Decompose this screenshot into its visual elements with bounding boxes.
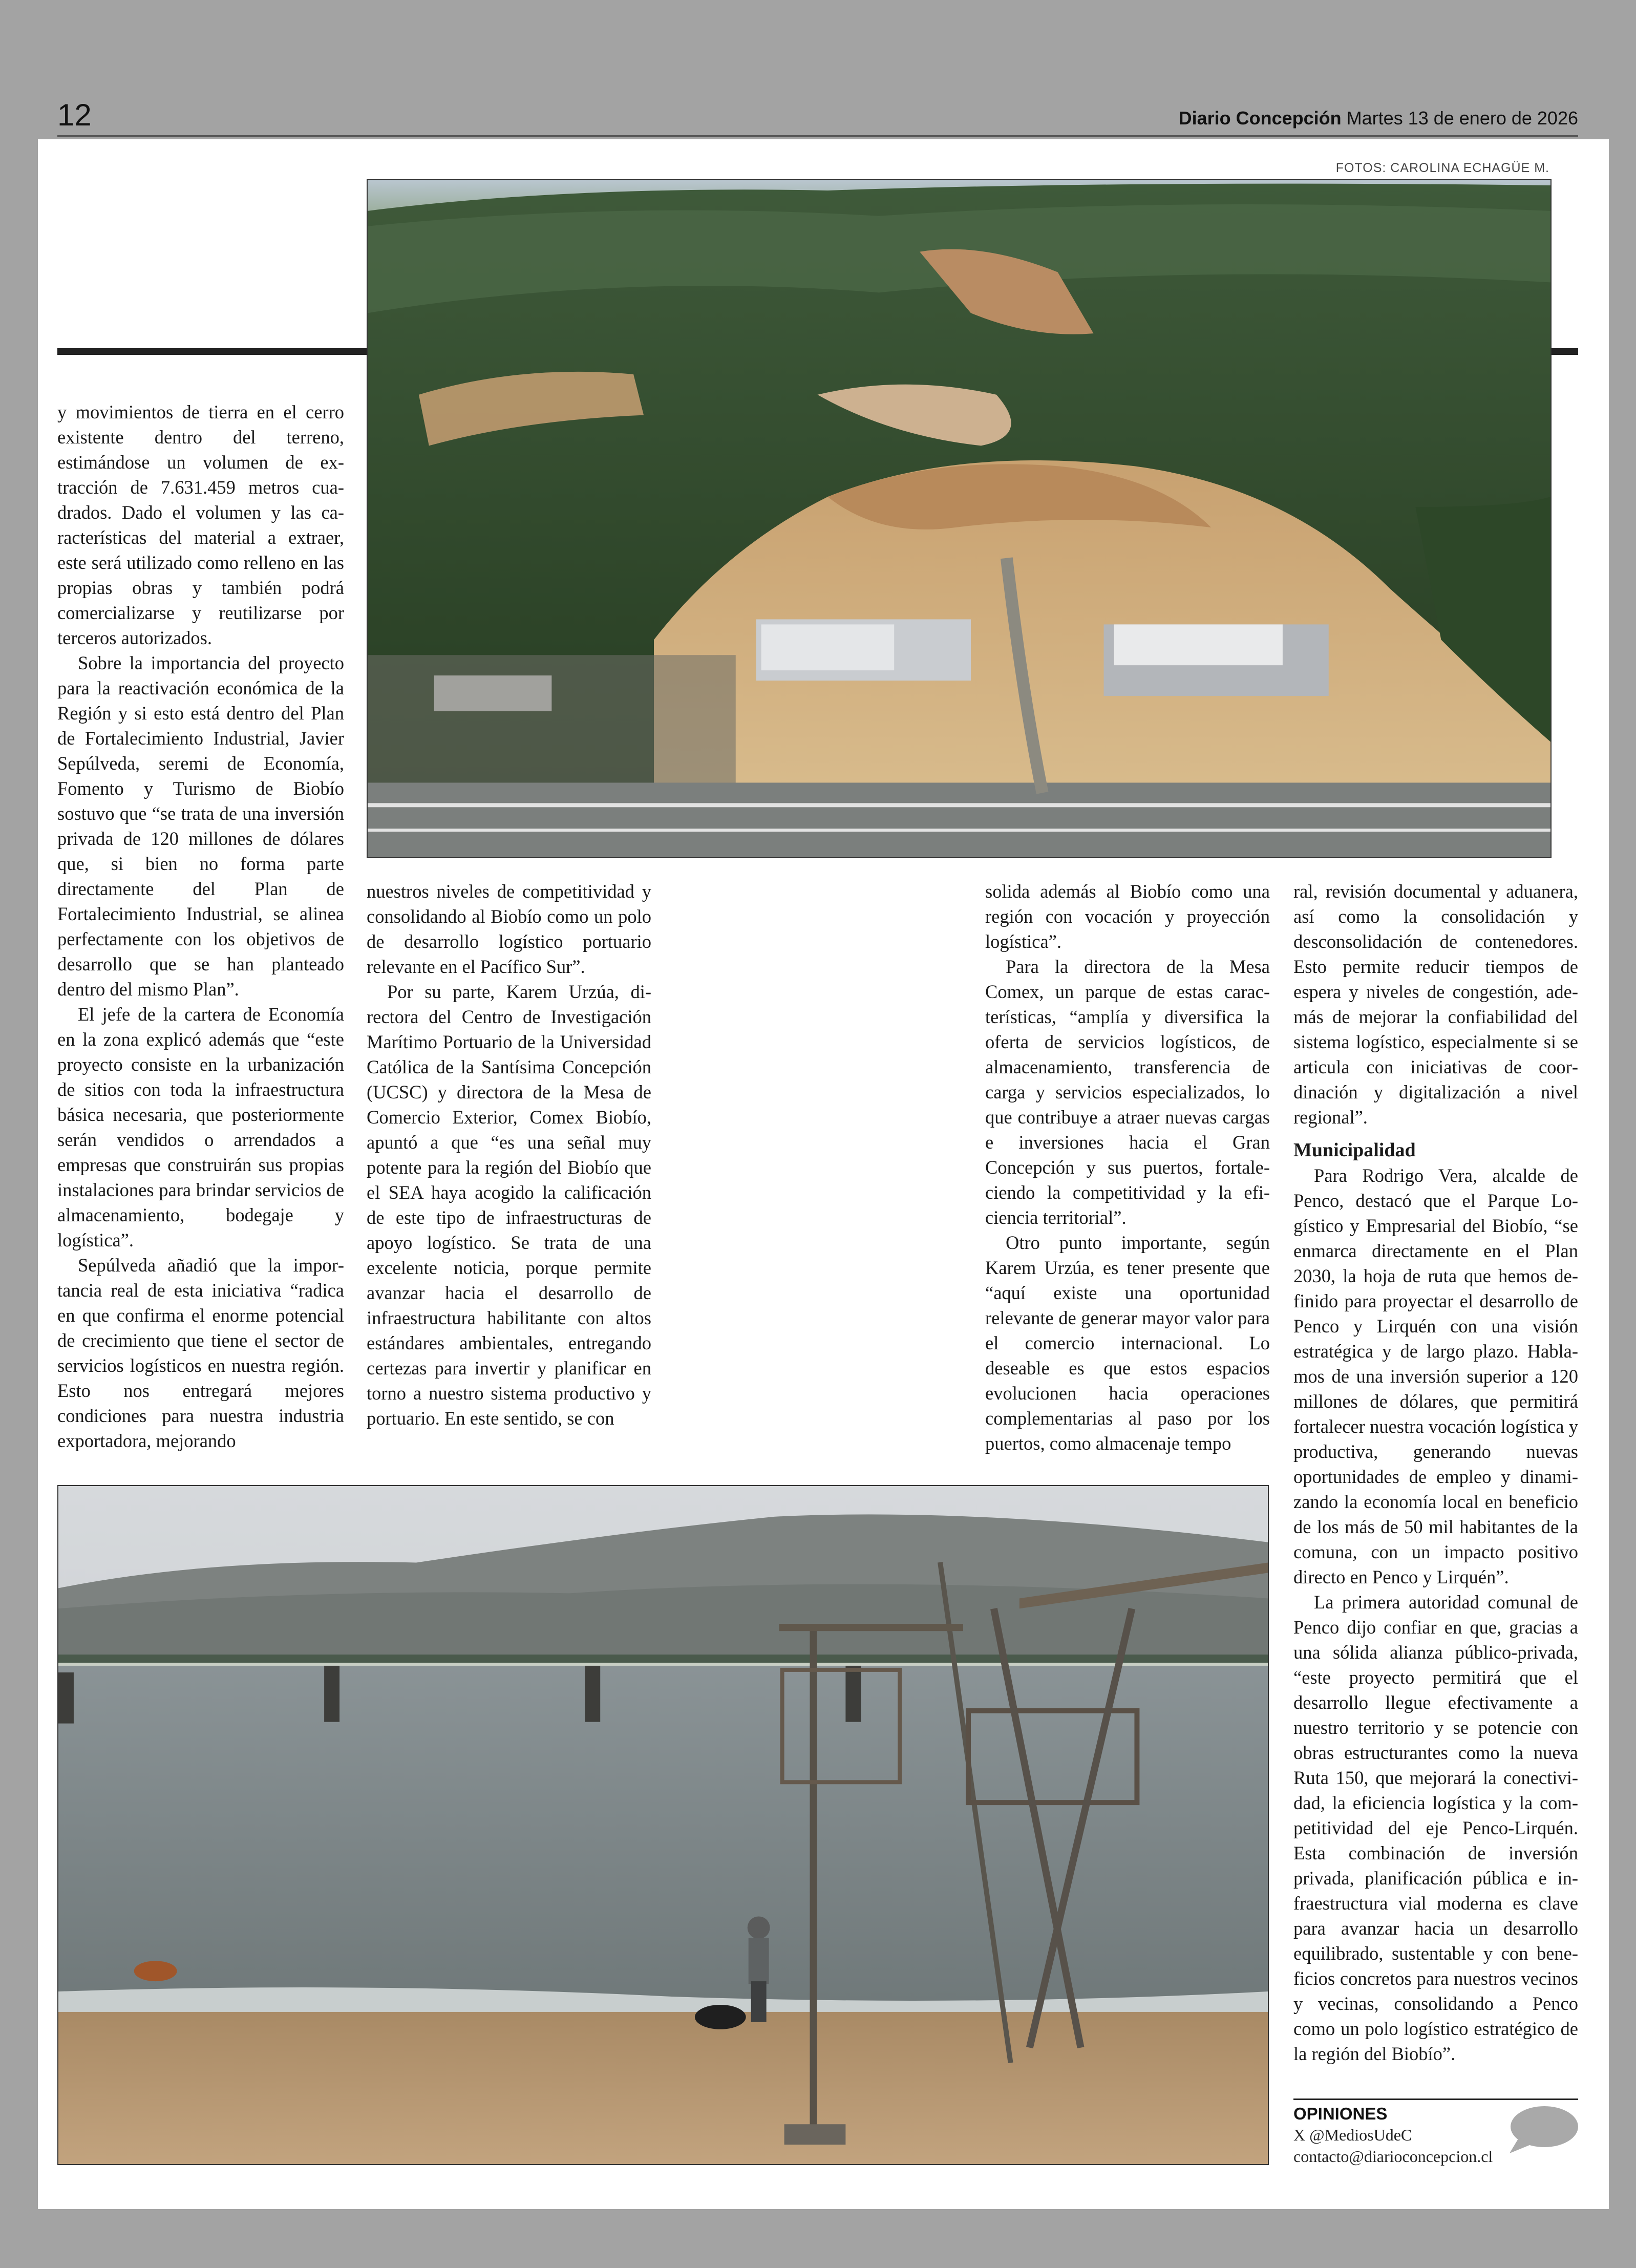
paragraph: Para la directora de la Mesa Comex, un parque de estas características, “amplía y diversifica la oferta de servicios logísticos, de almacenamiento, transferencia de carga y servicios especializados, lo que contribuye a atraer nuevas cargas e inversiones hacia el Gran Concepción y sus puertos, fortaleciendo la competitividad y la eficiencia territorial”. [985, 956, 1270, 1228]
social-handle: X @MediosUdeC [1293, 2126, 1412, 2144]
paragraph: Por su parte, Karem Urzúa, directora del Centro de Investigación Marítimo Portuario de la Universidad Católica de la Santísima Concepción (UCSC) y directora de la Mesa de Comercio Exterior, Comex Biobío, apuntó a que “es una señal muy potente para la región del Biobío que el SEA haya acogido la calificación de este tipo de infraestructuras de apoyo logístico. Se trata de una excelente noticia, porque permite avanzar hacia el desarrollo de infraestructura habilitante con altos estándares ambientales, entregando certezas para invertir y planificar en torno a nuestro sistema productivo y portuario. En este sentido, se con [367, 981, 651, 1429]
masthead [1179, 108, 1578, 129]
article-column-1 [57, 399, 344, 1454]
opinions-title: OPINIONES [1293, 2104, 1388, 2123]
section-rule-left [57, 348, 370, 355]
contact-email[interactable]: contacto@diarioconcepcion.cl [1293, 2147, 1493, 2166]
article-column-2 [367, 879, 651, 1454]
paragraph: Sepúlveda añadió que la importancia real de esta iniciativa “radica en que confirma el enorme potencial de crecimiento que tiene el sector de servicios logísticos en nuestra región. Esto nos entregará mejores condiciones para nuestra industria exportadora, mejorando [57, 1255, 344, 1451]
article-column-4 [1293, 879, 1578, 2087]
newspaper-name: Diario Concepción [1178, 108, 1342, 129]
paragraph: La primera autoridad comunal de Penco dijo confiar en que, gracias a una sólida alianza público-privada, “este proyecto permitirá que el desarrollo llegue efectivamente a nuestro territorio y se potencie con obras estructurantes como la nueva Ruta 150, que mejorará la conectividad, la eficiencia logística y la competitividad del eje Penco-Lirquén. Esta combinación de inversión privada, planificación pública e infraestructura vial moderna es clave para avanzar hacia un desarrollo equilibrado, sustentable y con beneficios concretos para nuestros vecinos y vecinas, consolidando a Penco como un polo logístico estratégico de la región del Biobío”. [1293, 1592, 1578, 2064]
paragraph: Sobre la importancia del proyecto para la reactivación económica de la Región y si esto está dentro del Plan de Fortalecimiento Industrial, Javier Sepúlveda, seremi de Economía, Fomento y Turismo de Biobío sostuvo que “se trata de una inversión privada de 120 millones de dólares que, si bien no forma parte directamente del Plan de Fortalecimiento Industrial, se alinea perfectamente con los objetivos de desarrollo que se han planteado dentro del mismo Plan”. [57, 652, 344, 1000]
beach-photo-drawing [58, 1486, 1268, 2164]
beach-pier-photo [57, 1485, 1269, 2165]
article-column-3 [985, 879, 1270, 1454]
paragraph: y movimientos de tierra en el cerro existente dentro del terreno, estimándose un volumen de extracción de 7.631.459 metros cuadrados. Dado el volumen y las características del material a extraer, este será utilizado como relleno en las propias obras y también podrá comercializarse y reutilizarse por terceros autorizados. [57, 401, 344, 648]
photo-credit: FOTOS: CAROLINA ECHAGÜE M. [1335, 161, 1549, 175]
speech-bubble-icon [1505, 2104, 1579, 2155]
aerial-construction-site-photo [367, 179, 1552, 858]
page-number: 12 [57, 98, 92, 132]
header-rule [57, 135, 1578, 137]
paragraph: Para Rodrigo Vera, alcalde de Penco, destacó que el Parque Logístico y Empresarial del Biobío, “se enmarca directamente en el Plan 2030, la hoja de ruta que hemos definido para proyectar el desarrollo de Penco y Lirquén con una visión estratégica y de largo plazo. Hablamos de una inversión superior a 120 millones de dólares, que permitirá fortalecer nuestra vocación logística y productiva, generando nuevas oportunidades de empleo y dinamizando la economía local en beneficio de los más de 50 mil habitantes de la comuna, con un impacto positivo directo en Penco y Lirquén”. [1293, 1165, 1578, 1587]
section-rule-right [1550, 348, 1578, 355]
paragraph: Otro punto importante, según Karem Urzúa, es tener presente que “aquí existe una oportunidad relevante de generar mayor valor para el comercio internacional. Lo deseable es que estos espacios evolucionen hacia operaciones complementarias al paso por los puertos, como almacenaje tempo [985, 1232, 1270, 1454]
paragraph: solida además al Biobío como una región con vocación y proyección logística”. [985, 881, 1270, 952]
page-header [57, 92, 1578, 136]
paragraph: nuestros niveles de competitividad y consolidando al Biobío como un polo de desarrollo logístico portuario relevante en el Pacífico Sur”. [367, 881, 651, 977]
subheading-municipalidad: Municipalidad [1293, 1139, 1416, 1161]
opinions-contact-box [1293, 2099, 1578, 2172]
paragraph: ral, revisión documental y aduanera, así como la consolidación y desconsolidación de contenedores. Esto permite reducir tiempos de espera y niveles de congestión, además de mejorar la confiabilidad del sistema logístico, especialmente si se articula con iniciativas de coordinación y digitalización a nivel regional”. [1293, 881, 1578, 1128]
paragraph: El jefe de la cartera de Economía en la zona explicó además que “este proyecto consiste en la urbanización de sitios con toda la infraestructura básica necesaria, que posteriormente serán vendidos o arrendados a empresas que construirán sus propias instalaciones para brindar servicios de almacenamiento, bodegaje y logística”. [57, 1004, 344, 1250]
issue-date: Martes 13 de enero de 2026 [1346, 108, 1578, 129]
aerial-photo-drawing [368, 180, 1550, 857]
